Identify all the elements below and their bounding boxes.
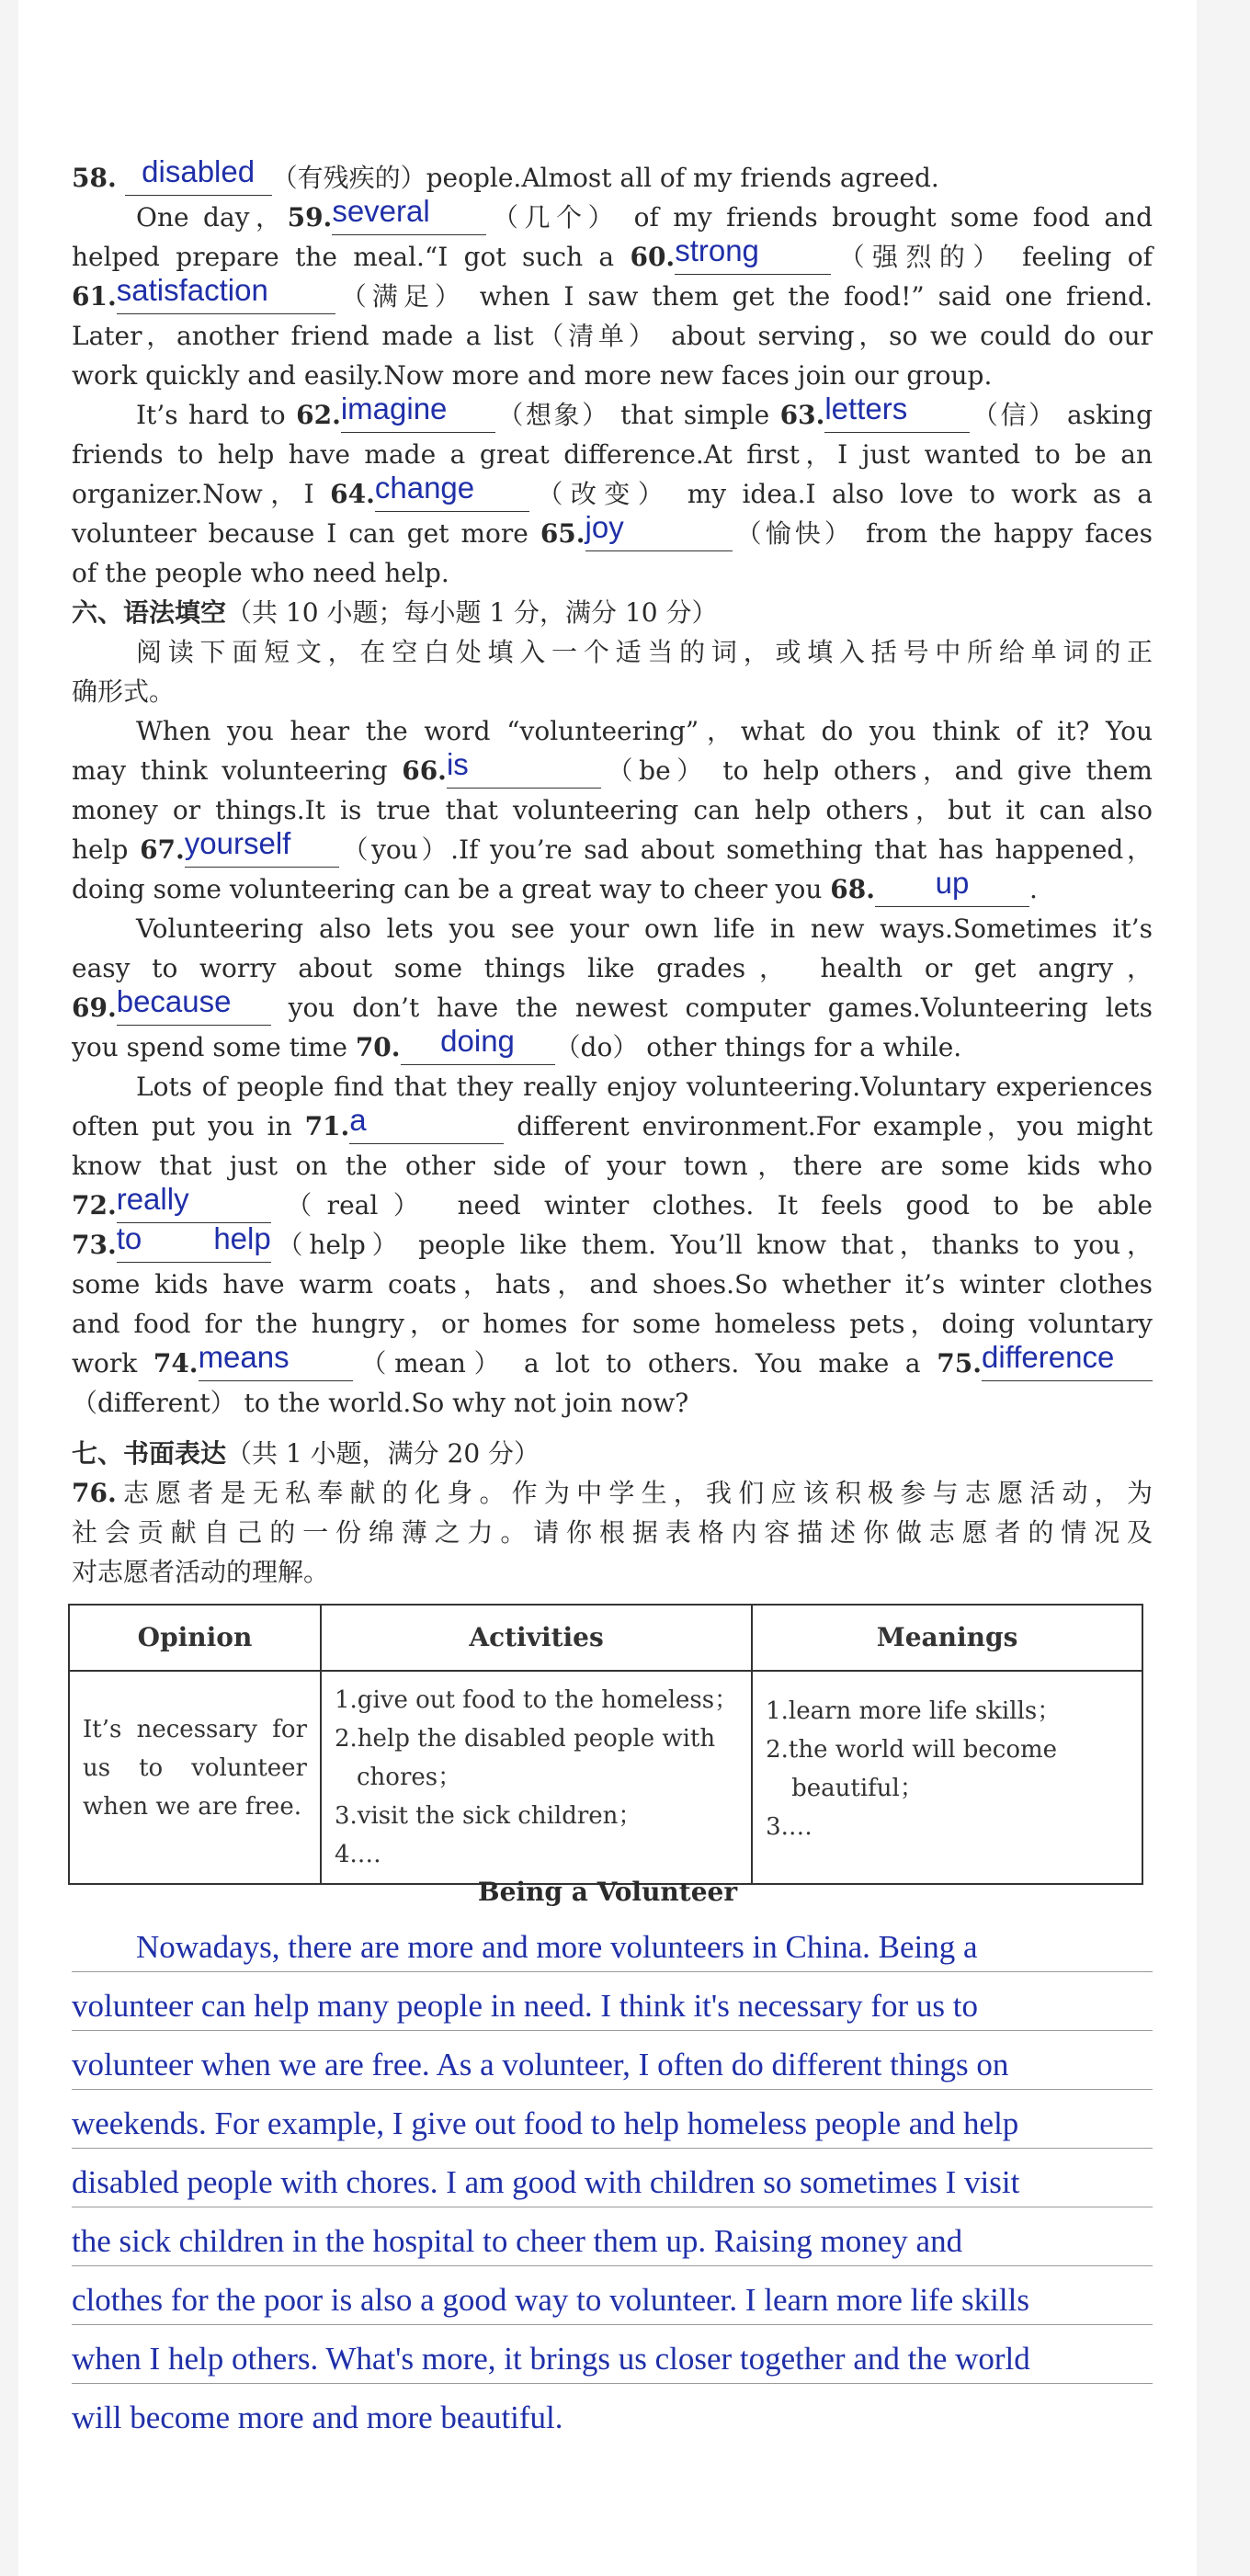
cell-activities: 1.give out food to the homeless； 2.help the disabled people with chores； 3.visit the sick children； 4.…: [321, 1671, 752, 1884]
story-passage: 58. disabled （有残疾的）people.Almost all of my friends agreed. One day，59.several （几个） of my friends brought some food and helped prepare the meal.“I got such a 60.strong （强烈的） feeling of 61.satisfaction （满足） when I saw them get the food!” said one friend. Later，another friend made a list（清单） about serving，so we could do our work quickly and easily.Now more and more new faces join our group. It’s hard to 62.imagine （想象） that simple 63.letters （信） asking friends to help have made a great difference.At first，I just wanted to be an organizer.Now，I 64.change （改变） my idea.I also love to work as a volunteer because I can get more 65.joy （愉快） from the happy faces of the people who need help.: [72, 154, 1153, 588]
answer-61: satisfaction: [116, 273, 268, 307]
answer-blank-62[interactable]: [340, 392, 495, 433]
worksheet-page: [18, 0, 1197, 2576]
answer-69: because: [116, 984, 232, 1018]
essay-lines[interactable]: [72, 1913, 1153, 2442]
answer-blank-64[interactable]: [374, 471, 529, 512]
section-grammar-fill: 六、语法填空（共 10 小题；每小题 1 分，满分 10 分） 阅读下面短文，在空白处填入一个适当的词，或填入括号中所给单词的正 确形式。 When you hear the word “volunteering”，what do you think of it? You may think volunteering 66.is （be） to help others，and give them money or things.It is true that volunteering can help others，but it can also help 67.yourself （you）.If you’re sad about something that has happened， doing some volunteering can be a great way to cheer you 68. up . Volunteering also lets you see your own life in new ways.Sometimes it’s easy to worry about some things like grades， health or get angry， 69.because you don’t have the newest computer games.Volunteering lets you spend some time 70. doing （do） other things for a while. Lots of people find that they really enjoy volunteering.Voluntary experiences often put you in 71.a different environment.For example，you might know that just on the other side of your town，there are some kids who 72.really （real） need winter clothes. It feels good to be able 73.to help（help） people like them. You’ll know that，thanks to you， some kids have warm coats，hats，and shoes.So whether it’s winter clothes and food for the hungry，or homes for some homeless pets，doing voluntary work 74.means （mean） a lot to others. You make a 75.difference （different） to the world.So why not join now?: [72, 597, 1153, 1418]
cell-opinion: It’s necessary for us to volunteer when we are free.: [69, 1671, 321, 1884]
answer-blank-70[interactable]: [401, 1024, 555, 1065]
info-table: [68, 1604, 1143, 1885]
answer-72: really: [116, 1182, 189, 1216]
answer-58: disabled: [142, 154, 256, 188]
essay-line: disabled people with chores. I am good with children so sometimes I visit: [72, 2149, 1153, 2207]
answer-blank-71[interactable]: [349, 1103, 504, 1144]
answer-blank-67[interactable]: [184, 826, 339, 868]
answer-blank-59[interactable]: [332, 194, 486, 235]
answer-blank-69[interactable]: [116, 984, 271, 1026]
answer-blank-72[interactable]: [116, 1182, 271, 1223]
essay-line: volunteer can help many people in need. I think it's necessary for us to: [72, 1972, 1153, 2031]
answer-74: means: [198, 1340, 290, 1374]
answer-62: imagine: [340, 392, 448, 426]
essay-line: clothes for the poor is also a good way to volunteer. I learn more life skills: [72, 2266, 1153, 2325]
answer-blank-68[interactable]: [875, 866, 1029, 907]
header-activities: Activities: [321, 1605, 752, 1671]
answer-67: yourself: [184, 826, 291, 860]
section-7-heading: 七、书面表达: [72, 1438, 227, 1469]
answer-blank-65[interactable]: [585, 510, 733, 551]
answer-blank-61[interactable]: [116, 273, 335, 314]
answer-65: joy: [585, 510, 624, 544]
essay-line: will become more and more beautiful.: [72, 2400, 563, 2435]
answer-70: doing: [440, 1024, 515, 1058]
answer-blank-66[interactable]: [446, 747, 601, 789]
answer-59: several: [332, 194, 430, 228]
answer-75: difference: [982, 1340, 1115, 1374]
essay-line: the sick children in the hospital to cheer them up. Raising money and: [72, 2207, 1153, 2266]
essay-line: Nowadays, there are more and more volunteers in China. Being a: [72, 1913, 1153, 1972]
answer-blank-74[interactable]: [198, 1340, 353, 1381]
section-writing: 七、书面表达（共 1 小题，满分 20 分） 76.志愿者是无私奉献的化身。作为中学生，我们应该积极参与志愿活动，为 社会贡献自己的一份绵薄之力。请你根据表格内容描述你做志愿者的情况及 对志愿者活动的理解。: [72, 1438, 1153, 1587]
answer-64: change: [374, 471, 475, 505]
essay-line: when I help others. What's more, it brings us closer together and the world: [72, 2325, 1153, 2384]
answer-blank-73[interactable]: [116, 1221, 271, 1263]
essay-title: Being a Volunteer: [477, 1877, 738, 1907]
answer-66: is: [446, 747, 469, 781]
answer-blank-63[interactable]: [824, 392, 970, 433]
cell-meanings: 1.learn more life skills； 2.the world will become beautiful； 3.…: [752, 1671, 1142, 1884]
essay-line: volunteer when we are free. As a volunteer, I often do different things on: [72, 2031, 1153, 2090]
answer-63: letters: [824, 392, 908, 426]
answer-blank-75[interactable]: [982, 1340, 1153, 1381]
section-6-heading: 六、语法填空: [72, 597, 227, 628]
header-opinion: Opinion: [69, 1605, 321, 1671]
answer-60: strong: [675, 233, 759, 267]
answer-68: up: [935, 866, 970, 900]
header-meanings: Meanings: [752, 1605, 1142, 1671]
answer-73: to help: [116, 1221, 271, 1255]
answer-blank-58[interactable]: [125, 154, 272, 196]
essay-line: weekends. For example, I give out food to help homeless people and help: [72, 2090, 1153, 2149]
answer-blank-60[interactable]: [675, 233, 831, 275]
answer-71: a: [349, 1103, 367, 1137]
